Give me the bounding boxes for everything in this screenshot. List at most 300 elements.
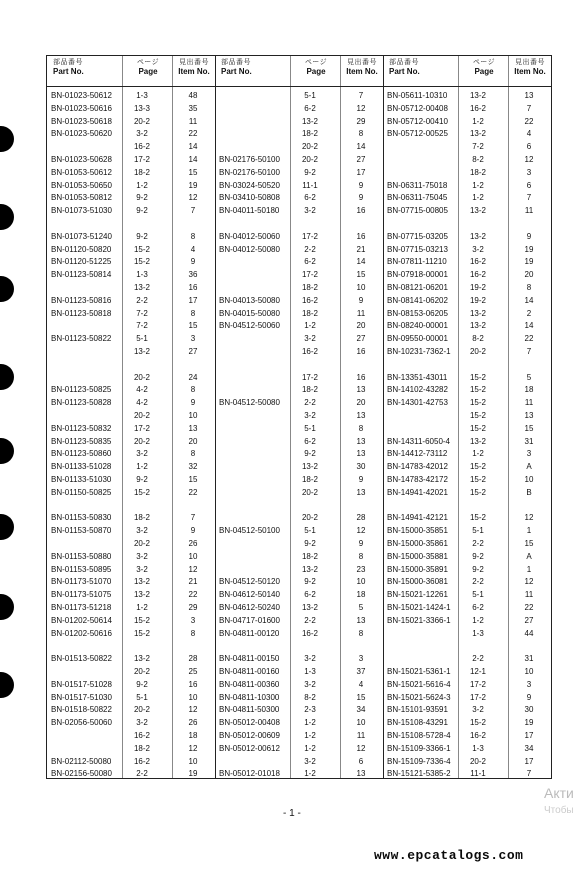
page-cell: 5-1 [136, 692, 148, 702]
part-number-cell: BN-03024-50520 [219, 180, 280, 190]
item-number-cell: 18 [188, 731, 198, 740]
page-cell: 20-2 [133, 705, 150, 715]
item-number-cell: 9 [358, 193, 364, 203]
page-cell: 1-2 [304, 769, 316, 779]
part-number-cell: BN-01023-50620 [51, 129, 112, 139]
item-number-cell: B [526, 487, 532, 497]
page-cell: 1-3 [136, 270, 148, 280]
page-cell: 18-2 [301, 551, 318, 561]
page-cell: 13-2 [469, 231, 486, 241]
part-number-cell: BN-01202-50614 [51, 615, 112, 625]
part-number-cell: BN-15021-5624-3 [387, 692, 451, 702]
item-number-cell: 13 [356, 449, 366, 459]
part-number-cell: BN-02112-50080 [51, 756, 112, 766]
page-cell: 20-2 [469, 756, 486, 766]
part-number-cell: BN-01173-51070 [51, 577, 112, 587]
item-number-cell: 14 [356, 257, 366, 267]
part-number-cell: BN-01023-50618 [51, 116, 112, 126]
item-number-cell: 22 [524, 116, 534, 126]
page-cell: 9-2 [136, 193, 148, 203]
item-number-cell: 5 [526, 372, 532, 382]
parts-index-table [46, 55, 552, 779]
binder-hole [0, 672, 14, 698]
item-number-cell: 26 [188, 539, 198, 548]
page-cell: 20-2 [133, 667, 150, 676]
part-number-cell: BN-01073-51240 [51, 231, 112, 241]
item-number-cell: 3 [190, 615, 196, 625]
part-number-cell: BN-07811-11210 [387, 257, 447, 267]
page-cell: 1-2 [472, 180, 484, 190]
binder-hole [0, 126, 14, 152]
item-number-cell: 11 [188, 116, 198, 126]
part-number-cell: BN-01513-50822 [51, 654, 112, 664]
item-number-cell: 3 [526, 167, 532, 177]
page-cell: 1-2 [472, 615, 484, 625]
header-page: ページ Page [472, 59, 496, 76]
page-cell: 3-2 [304, 206, 316, 216]
page-cell: 15-2 [133, 244, 150, 254]
part-number-cell: BN-15000-35881 [387, 551, 448, 561]
item-number-cell: 18 [356, 590, 366, 600]
page-cell: 13-2 [469, 321, 486, 331]
page-cell: 16-2 [133, 142, 150, 152]
part-number-cell: BN-02176-50100 [219, 167, 280, 177]
part-number-cell: BN-01053-50812 [51, 193, 112, 203]
page-cell: 16-2 [469, 257, 486, 267]
item-number-cell: 3 [526, 449, 532, 459]
item-number-cell: 8 [190, 308, 196, 318]
header-item-no: 見出番号 Item No. [346, 59, 378, 76]
page-cell: 15-2 [133, 257, 150, 267]
page-cell: 18-2 [469, 167, 486, 177]
part-number-cell: BN-04015-50080 [219, 308, 280, 318]
item-number-cell: 7 [526, 347, 532, 356]
item-number-cell: 7 [526, 769, 532, 779]
item-number-cell: 16 [188, 679, 198, 689]
item-number-cell: 13 [524, 411, 534, 420]
page-cell: 16-2 [469, 731, 486, 740]
page-cell: 16-2 [133, 756, 150, 766]
page-cell: 9-2 [304, 577, 316, 587]
page-cell: 9-2 [304, 539, 316, 548]
part-number-cell: BN-01202-50616 [51, 628, 112, 638]
page-cell: 15-2 [133, 487, 150, 497]
page-cell: 16-2 [469, 270, 486, 280]
item-number-cell: 32 [188, 462, 198, 472]
item-number-cell: 12 [524, 155, 534, 164]
part-number-cell: BN-14102-43282 [387, 385, 448, 395]
page-cell: 13-2 [133, 283, 150, 292]
item-number-cell: 12 [524, 577, 534, 587]
item-number-cell: 4 [190, 244, 196, 254]
part-number-cell: BN-07918-00001 [387, 270, 448, 280]
binder-hole [0, 364, 14, 390]
page-cell: 18-2 [133, 513, 150, 523]
item-number-cell: 23 [356, 564, 366, 574]
part-number-cell: BN-04612-50240 [219, 603, 280, 612]
item-number-cell: 27 [188, 347, 198, 356]
part-number-cell: BN-04012-50080 [219, 244, 280, 254]
item-number-cell: 30 [524, 705, 534, 715]
part-number-cell: BN-04512-50060 [219, 321, 280, 331]
part-number-cell: BN-06311-75018 [387, 180, 448, 190]
page-cell: 6-2 [472, 603, 484, 612]
page-cell: 15-2 [469, 718, 486, 728]
part-number-cell: BN-04012-50060 [219, 231, 280, 241]
page-cell: 3-2 [136, 526, 148, 536]
item-number-cell: 44 [524, 628, 534, 638]
item-number-cell: A [526, 551, 532, 561]
part-number-cell: BN-15000-35891 [387, 564, 448, 574]
part-number-cell: BN-08153-06205 [387, 308, 448, 318]
part-number-cell: BN-01053-50650 [51, 180, 112, 190]
page-cell: 20-2 [133, 411, 150, 420]
page-cell: 15-2 [469, 487, 486, 497]
part-number-cell: BN-14783-42172 [387, 475, 448, 484]
page-cell: 18-2 [301, 283, 318, 292]
item-number-cell: 10 [188, 551, 198, 561]
part-number-cell: BN-01123-50835 [51, 436, 112, 446]
page-cell: 17-2 [301, 231, 318, 241]
page-cell: 6-2 [304, 257, 316, 267]
part-number-cell: BN-04811-00360 [219, 679, 280, 689]
item-number-cell: 19 [524, 244, 534, 254]
page-cell: 7-2 [472, 142, 484, 152]
part-number-cell: BN-14941-42121 [387, 513, 448, 523]
page-cell: 20-2 [301, 155, 318, 164]
part-number-cell: BN-01120-51225 [51, 257, 112, 267]
page-cell: 9-2 [136, 679, 148, 689]
page-cell: 1-2 [304, 718, 316, 728]
part-number-cell: BN-15101-93591 [387, 705, 448, 715]
item-number-cell: 19 [524, 718, 534, 728]
page-cell: 13-2 [469, 206, 486, 216]
page-cell: 13-2 [133, 347, 150, 356]
page-cell: 15-2 [133, 615, 150, 625]
page-cell: 3-2 [304, 411, 316, 420]
part-number-cell: BN-06311-75045 [387, 193, 448, 203]
page-cell: 2-2 [304, 244, 316, 254]
page-cell: 2-2 [136, 769, 148, 779]
page-cell: 17-2 [469, 692, 486, 702]
item-number-cell: 12 [524, 513, 534, 523]
page-cell: 20-2 [133, 116, 150, 126]
page-cell: 15-2 [469, 423, 486, 433]
part-number-cell: BN-04811-00120 [219, 628, 280, 638]
part-number-cell: BN-15021-5616-4 [387, 679, 451, 689]
page-cell: 17-2 [133, 155, 150, 164]
item-number-cell: 27 [524, 615, 534, 625]
page-cell: 2-2 [136, 295, 148, 305]
item-number-cell: 9 [190, 398, 196, 408]
page-cell: 1-2 [304, 743, 316, 753]
page-cell: 1-2 [304, 731, 316, 740]
header-item-no: 見出番号 Item No. [178, 59, 210, 76]
page-cell: 6-2 [304, 103, 316, 113]
item-number-cell: 14 [356, 142, 366, 152]
item-number-cell: 15 [524, 539, 534, 548]
page-cell: 1-3 [304, 667, 316, 676]
page-cell: 1-2 [472, 449, 484, 459]
page-cell: 13-2 [133, 654, 150, 664]
part-number-cell: BN-04811-50300 [219, 705, 280, 715]
site-watermark[interactable]: www.epcatalogs.com [374, 848, 524, 863]
item-number-cell: 28 [188, 654, 198, 664]
part-number-cell: BN-15000-35861 [387, 539, 448, 548]
item-number-cell: 9 [358, 180, 364, 190]
page-cell: 2-2 [472, 654, 484, 664]
item-number-cell: 12 [188, 743, 198, 753]
item-number-cell: 8 [190, 628, 196, 638]
page-cell: 1-2 [472, 116, 484, 126]
page-cell: 13-2 [469, 436, 486, 446]
item-number-cell: 31 [524, 436, 534, 446]
part-number-cell: BN-04512-50100 [219, 526, 280, 536]
page-cell: 6-2 [304, 436, 316, 446]
item-number-cell: 2 [526, 308, 532, 318]
page-cell: 17-2 [133, 423, 150, 433]
page-cell: 20-2 [469, 347, 486, 356]
item-number-cell: 20 [524, 270, 534, 280]
page-cell: 13-2 [301, 462, 318, 472]
item-number-cell: 9 [526, 692, 532, 702]
table-header [47, 56, 551, 87]
part-number-cell: BN-10231-7362-1 [387, 347, 451, 356]
item-number-cell: 7 [190, 206, 196, 216]
header-part-no: 部品番号 Part No. [221, 59, 252, 76]
item-number-cell: 19 [188, 769, 198, 779]
item-number-cell: 9 [358, 295, 364, 305]
page-cell: 9-2 [472, 564, 484, 574]
page-cell: 13-2 [301, 603, 318, 612]
page-cell: 1-2 [304, 321, 316, 331]
page-cell: 20-2 [133, 539, 150, 548]
page-cell: 3-2 [304, 679, 316, 689]
item-number-cell: 8 [526, 283, 532, 292]
item-number-cell: 28 [356, 513, 366, 523]
page-cell: 2-2 [472, 577, 484, 587]
item-number-cell: 24 [188, 372, 198, 382]
page-cell: 5-1 [304, 91, 316, 100]
page-cell: 13-2 [301, 116, 318, 126]
item-number-cell: 4 [358, 679, 364, 689]
page-cell: 16-2 [469, 103, 486, 113]
part-number-cell: BN-15109-7336-4 [387, 756, 451, 766]
part-number-cell: BN-01153-50880 [51, 551, 112, 561]
item-number-cell: 18 [524, 385, 534, 395]
item-number-cell: 10 [356, 718, 366, 728]
part-number-cell: BN-01150-50825 [51, 487, 112, 497]
page-cell: 9-2 [136, 475, 148, 484]
item-number-cell: 3 [190, 334, 196, 344]
page-cell: 3-2 [472, 705, 484, 715]
item-number-cell: 8 [190, 449, 196, 459]
header-page: ページ Page [136, 59, 160, 76]
part-number-cell: BN-05012-00612 [219, 743, 280, 753]
part-number-cell: BN-15000-36081 [387, 577, 448, 587]
item-number-cell: 5 [358, 603, 364, 612]
page-cell: 5-1 [304, 423, 316, 433]
item-number-cell: 8 [358, 129, 364, 139]
item-number-cell: 15 [356, 692, 366, 702]
activation-overlay-text: Чтобы [544, 805, 574, 816]
page-cell: 16-2 [301, 295, 318, 305]
item-number-cell: 6 [358, 756, 364, 766]
page-cell: 17-2 [469, 679, 486, 689]
item-number-cell: 7 [358, 91, 364, 100]
item-number-cell: 10 [356, 283, 366, 292]
item-number-cell: 30 [356, 462, 366, 472]
item-number-cell: 3 [358, 654, 364, 664]
page-cell: 1-3 [136, 91, 148, 100]
part-number-cell: BN-01023-50628 [51, 155, 112, 164]
page-cell: 18-2 [133, 743, 150, 753]
item-number-cell: 8 [358, 628, 364, 638]
header-item-no: 見出番号 Item No. [514, 59, 546, 76]
page-cell: 1-2 [136, 603, 148, 612]
page-cell: 13-2 [133, 590, 150, 600]
activation-overlay-text: Акти [544, 785, 574, 801]
part-number-cell: BN-01517-51028 [51, 679, 112, 689]
page-cell: 15-2 [469, 398, 486, 408]
item-number-cell: 17 [524, 731, 534, 740]
page-cell: 11-1 [470, 769, 486, 779]
part-number-cell: BN-04811-10300 [219, 692, 280, 702]
item-number-cell: 25 [188, 667, 198, 676]
part-number-cell: BN-04811-00160 [219, 667, 280, 676]
page-cell: 16-2 [301, 347, 318, 356]
page-cell: 15-2 [469, 513, 486, 523]
item-number-cell: 36 [188, 270, 198, 280]
item-number-cell: 20 [356, 398, 366, 408]
item-number-cell: 11 [356, 308, 366, 318]
part-number-cell: BN-07715-03213 [387, 244, 448, 254]
item-number-cell: 15 [524, 423, 534, 433]
item-number-cell: 10 [524, 667, 534, 676]
page-cell: 8-2 [304, 692, 316, 702]
part-number-cell: BN-15108-5728-4 [387, 731, 451, 740]
page-cell: 12-1 [469, 667, 486, 676]
item-number-cell: 22 [524, 334, 534, 344]
item-number-cell: 14 [524, 295, 534, 305]
page-cell: 3-2 [304, 334, 316, 344]
part-number-cell: BN-05012-00609 [219, 731, 280, 740]
part-number-cell: BN-05712-00525 [387, 129, 448, 139]
part-number-cell: BN-15021-3366-1 [387, 615, 451, 625]
item-number-cell: 27 [356, 155, 366, 164]
item-number-cell: 34 [356, 705, 366, 715]
page-cell: 1-2 [472, 193, 484, 203]
page-cell: 2-2 [304, 398, 316, 408]
item-number-cell: 7 [190, 513, 196, 523]
part-number-cell: BN-01153-50895 [51, 564, 112, 574]
page-cell: 13-2 [133, 577, 150, 587]
part-number-cell: BN-14783-42012 [387, 462, 448, 472]
item-number-cell: 8 [358, 551, 364, 561]
item-number-cell: 10 [188, 411, 198, 420]
part-number-cell: BN-01153-50830 [51, 513, 112, 523]
page-cell: 5-1 [472, 590, 484, 600]
item-number-cell: 10 [356, 577, 366, 587]
part-number-cell: BN-05012-00408 [219, 718, 280, 728]
page-cell: 1-3 [472, 628, 484, 638]
page-cell: 9-2 [472, 551, 484, 561]
part-number-cell: BN-01123-50822 [51, 334, 112, 344]
page-cell: 6-2 [304, 193, 316, 203]
binder-hole [0, 276, 14, 302]
page-cell: 3-2 [472, 244, 484, 254]
item-number-cell: 11 [356, 731, 366, 740]
page-cell: 20-2 [133, 372, 150, 382]
page-cell: 6-2 [304, 590, 316, 600]
part-number-cell: BN-01173-51218 [51, 603, 112, 612]
item-number-cell: 12 [356, 103, 366, 113]
item-number-cell: 29 [356, 116, 366, 126]
item-number-cell: 22 [188, 590, 198, 600]
item-number-cell: 13 [524, 91, 534, 100]
part-number-cell: BN-01517-51030 [51, 692, 112, 702]
item-number-cell: 48 [188, 91, 198, 100]
page-cell: 18-2 [301, 129, 318, 139]
item-number-cell: 17 [524, 756, 534, 766]
item-number-cell: 19 [524, 257, 534, 267]
part-number-cell: BN-01123-50860 [51, 449, 112, 459]
part-number-cell: BN-05712-00408 [387, 103, 448, 113]
page-cell: 15-2 [469, 385, 486, 395]
part-number-cell: BN-15108-43291 [387, 718, 448, 728]
item-number-cell: 6 [526, 180, 532, 190]
part-number-cell: BN-08141-06202 [387, 295, 448, 305]
part-number-cell: BN-04811-00150 [219, 654, 280, 664]
part-number-cell: BN-04717-01600 [219, 615, 280, 625]
item-number-cell: 13 [356, 411, 366, 420]
part-number-cell: BN-15021-5361-1 [387, 667, 451, 676]
page-cell: 20-2 [301, 142, 318, 152]
part-number-cell: BN-01518-50822 [51, 705, 112, 715]
part-number-cell: BN-07715-03205 [387, 231, 448, 241]
page-cell: 11-1 [302, 180, 318, 190]
item-number-cell: 16 [356, 372, 366, 382]
item-number-cell: 13 [356, 769, 366, 779]
part-number-cell: BN-13351-43011 [387, 372, 448, 382]
item-number-cell: 34 [524, 743, 534, 753]
part-number-cell: BN-02156-50080 [51, 769, 112, 779]
page-cell: 7-2 [136, 308, 148, 318]
page-cell: 13-2 [469, 91, 486, 100]
part-number-cell: BN-01123-50832 [51, 423, 112, 433]
page-cell: 3-2 [304, 654, 316, 664]
item-number-cell: 15 [188, 475, 198, 484]
part-number-cell: BN-04512-50080 [219, 398, 280, 408]
item-number-cell: 14 [524, 321, 534, 331]
item-number-cell: 12 [356, 743, 366, 753]
part-number-cell: BN-14301-42753 [387, 398, 448, 408]
header-part-no: 部品番号 Part No. [53, 59, 84, 76]
part-number-cell: BN-01173-51075 [51, 590, 112, 600]
part-number-cell: BN-04011-50180 [219, 206, 280, 216]
part-number-cell: BN-01123-50814 [51, 270, 112, 280]
item-number-cell: 13 [356, 436, 366, 446]
page-cell: 15-2 [133, 628, 150, 638]
item-number-cell: 12 [188, 564, 198, 574]
page-cell: 8-2 [472, 155, 484, 164]
part-number-cell: BN-01023-50612 [51, 91, 112, 100]
item-number-cell: 8 [190, 231, 196, 241]
page-cell: 5-1 [136, 334, 148, 344]
item-number-cell: 6 [526, 142, 532, 152]
part-number-cell: BN-08240-00001 [387, 321, 448, 331]
part-number-cell: BN-14941-42021 [387, 487, 448, 497]
